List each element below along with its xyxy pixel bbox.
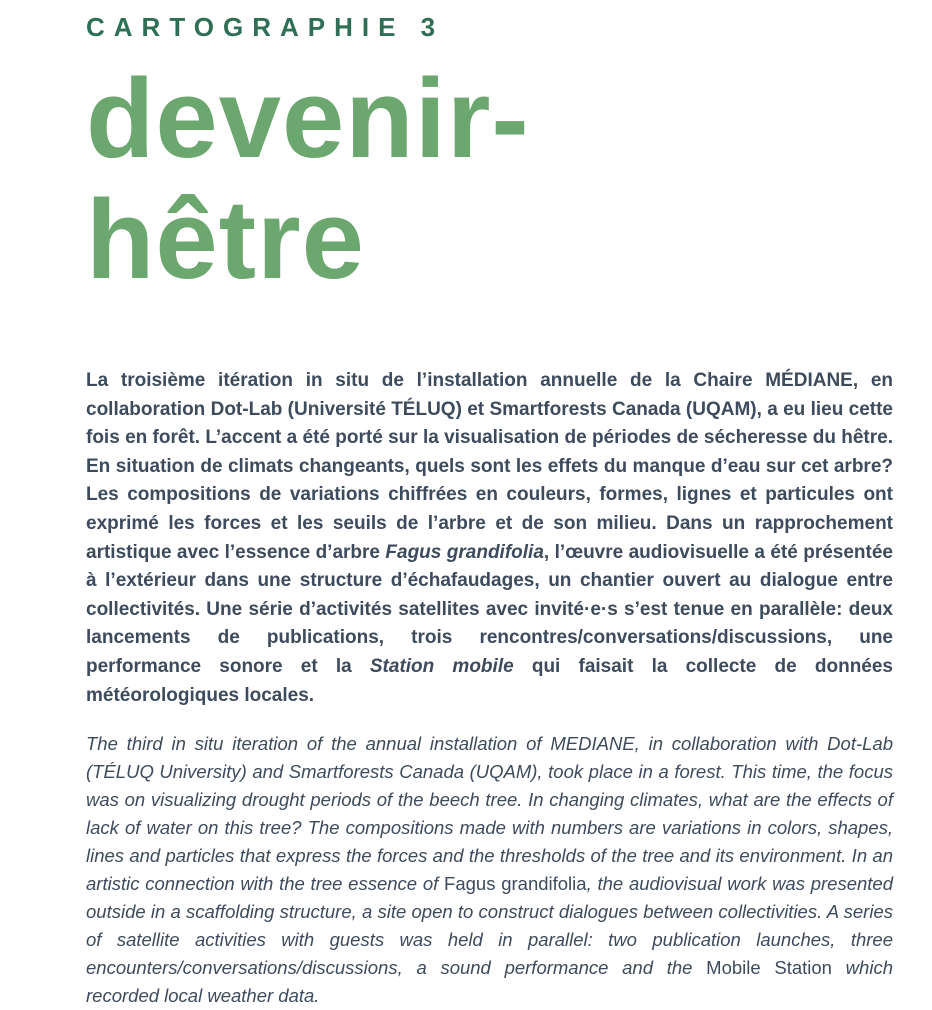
text-segment: La troisième itération in situ de l’installation annuelle de la Chaire MÉDIANE, en collaboration Dot-Lab (Université TÉLUQ) et Smartforests Canada (UQAM), a eu lieu cette fois en forêt. L’accent a été porté sur la visualisation de périodes de sécheresse du hêtre. En situation de climats changeants, quels sont les effets du manque d’eau sur cet arbre? Les compositions de variations chiffrées en couleurs, formes, lignes et particules ont exprimé les forces et les seuils de l’arbre et de son milieu. Dans un rapprochement artistique avec l’essence d’arbre [86, 370, 893, 563]
paragraph-french [86, 367, 893, 710]
text-segment: which recorded local weather data. [86, 957, 893, 1007]
kicker: CARTOGRAPHIE 3 [86, 12, 445, 42]
text-segment: Fagus grandifolia [444, 873, 587, 895]
text-segment: Fagus grandifolia [385, 541, 544, 563]
paragraph-english [86, 730, 893, 1010]
text-segment: , l’œuvre audiovisuelle a été présentée à l’extérieur dans une structure d’échafaudages, un chantier ouvert au dialogue entre collectivités. Une série d’activités satellites avec invité·e·s s’est tenue en parallèle: deux lancements de publications, trois rencontres/conversations/discussions, une performance sonore et la [86, 541, 893, 677]
text-segment: qui faisait la collecte de données météorologiques locales. [86, 655, 894, 706]
text-segment: The third in situ iteration of the annual installation of MEDIANE, in collaboration with Dot-Lab (TÉLUQ University) and Smartforests Canada (UQAM), took place in a forest. This time, the focus was on visualizing drought periods of the beech tree. In changing climates, what are the effects of lack of water on this tree? The compositions made with numbers are variations in colors, shapes, lines and particles that express the forces and the thresholds of the tree and its environment. In an artistic connection with the tree essence of [86, 733, 893, 895]
title-line-2: hêtre [86, 177, 365, 302]
text-segment: Mobile Station [706, 957, 832, 979]
text-segment: , the audiovisual work was presented outside in a scaffolding structure, a site open to construct dialogues between collectivities. A series of satellite activities with guests was held in parallel: two publication launches, three encounters/conversations/discussions, a sound performance and the [86, 873, 893, 979]
text-segment: Station mobile [369, 655, 514, 677]
title-line-1: devenir- [86, 56, 530, 181]
page-title [86, 58, 893, 300]
